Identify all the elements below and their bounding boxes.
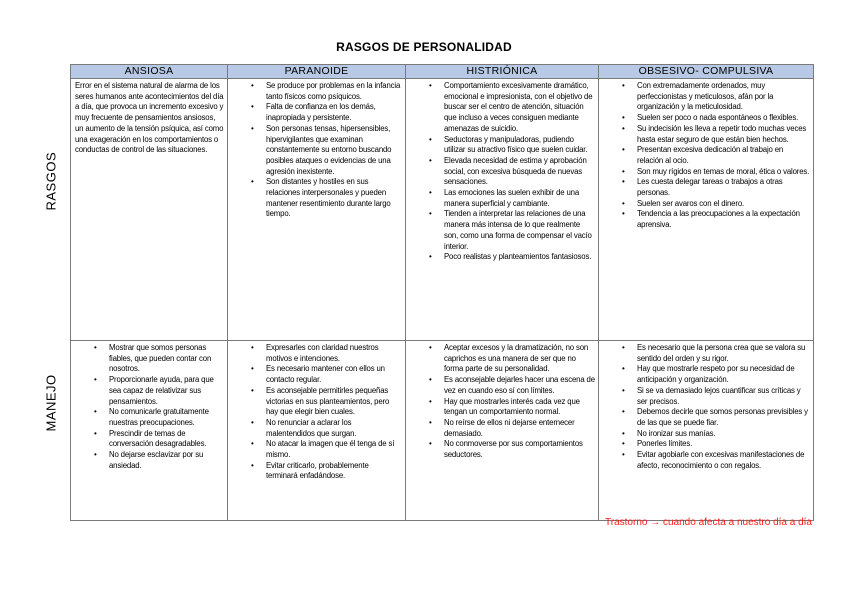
list-item: • Su indecisión les lleva a repetir todo muchas veces hasta estar seguro de que están bien hechos. <box>599 124 810 145</box>
list-item: • Tendencia a las preocupaciones a la expectación aprensiva. <box>599 209 810 230</box>
list-item: • Son muy rígidos en temas de moral, ética o valores. <box>599 167 810 178</box>
list-item: • Ponerles límites. <box>599 439 810 450</box>
list-item: • No atacar la imagen que él tenga de sí mismo. <box>228 439 402 460</box>
rasgos-histrionica-list <box>406 81 595 263</box>
header-paranoide: PARANOIDE <box>228 65 406 79</box>
rasgos-obsesivo-list <box>599 81 810 231</box>
rasgos-ansiosa-text: Error en el sistema natural de alarma de los seres humanos ante acontecimientos del día a día, que provoca un incremento excesivo y muy frecuente de pensamientos ansiosos, un aumento de la tensión psíquica, así como una exageración en los comportamientos o conductas de control de las situaciones. <box>75 81 224 155</box>
list-item: • Son distantes y hostiles en sus relaciones interpersonales y pueden mantener resentimiento durante largo tiempo. <box>228 177 402 220</box>
list-item: • No ironizar sus manías. <box>599 429 810 440</box>
page-title: RASGOS DE PERSONALIDAD <box>336 40 512 54</box>
list-item: • Poco realistas y planteamientos fantasiosos. <box>406 252 595 263</box>
list-item: • Es necesario mantener con ellos un contacto regular. <box>228 364 402 385</box>
list-item: • Si se va demasiado lejos cuantificar sus críticas y ser precisos. <box>599 386 810 407</box>
manejo-obsesivo-cell <box>599 341 814 521</box>
list-item: • Hay que mostrarle respeto por su necesidad de anticipación y organización. <box>599 364 810 385</box>
manejo-row <box>71 341 814 521</box>
manejo-histrionica-list <box>406 343 595 461</box>
row-label-manejo: MANEJO <box>43 374 59 432</box>
list-item: • No comunicarle gratuitamente nuestras preocupaciones. <box>71 407 224 428</box>
header-histrionica: HISTRIÓNICA <box>406 65 599 79</box>
list-item: • Proporcionarle ayuda, para que sea capaz de relativizar sus pensamientos. <box>71 375 224 407</box>
list-item: • Evitar agobiarle con excesivas manifestaciones de afecto, reconocimiento o con regalos. <box>599 450 810 471</box>
header-ansiosa: ANSIOSA <box>71 65 228 79</box>
manejo-histrionica-cell <box>406 341 599 521</box>
manejo-paranoide-cell <box>228 341 406 521</box>
rasgos-obsesivo-cell <box>599 79 814 341</box>
list-item: • Prescindir de temas de conversación desagradables. <box>71 429 224 450</box>
list-item: • Elevada necesidad de estima y aprobación social, con excesiva búsqueda de nuevas sensaciones. <box>406 156 595 188</box>
personality-table <box>70 64 814 521</box>
list-item: • Mostrar que somos personas fiables, que pueden contar con nosotros. <box>71 343 224 375</box>
list-item: • No renunciar a aclarar los malentendidos que surgan. <box>228 418 402 439</box>
list-item: • Suelen ser avaros con el dinero. <box>599 199 810 210</box>
list-item: • No reírse de ellos ni dejarse enternecer demasiado. <box>406 418 595 439</box>
footnote-trastorno: Trastorno → cuando afecta a nuestro día a día <box>605 517 812 528</box>
list-item: • Es aconsejable permitirles pequeñas victorias en sus planteamientos, pero hay que elegir bien cuales. <box>228 386 402 418</box>
list-item: • Les cuesta delegar tareas o trabajos a otras personas. <box>599 177 810 198</box>
list-item: • Seductoras y manipuladoras, pudiendo utilizar su atractivo físico que suelen cuidar. <box>406 135 595 156</box>
list-item: • Presentan excesiva dedicación al trabajo en relación al ocio. <box>599 145 810 166</box>
manejo-ansiosa-cell <box>71 341 228 521</box>
rasgos-paranoide-cell <box>228 79 406 341</box>
list-item: • Evitar criticarlo, probablemente terminará enfadándose. <box>228 461 402 482</box>
manejo-obsesivo-list <box>599 343 810 471</box>
list-item: • No dejarse esclavizar por su ansiedad. <box>71 450 224 471</box>
list-item: • Suelen ser poco o nada espontáneos o flexibles. <box>599 113 810 124</box>
manejo-paranoide-list <box>228 343 402 482</box>
rasgos-row <box>71 79 814 341</box>
row-label-rasgos: RASGOS <box>43 151 59 211</box>
header-row <box>71 65 814 79</box>
list-item: • Hay que mostrarles interés cada vez que tengan un comportamiento normal. <box>406 397 595 418</box>
list-item: • Son personas tensas, hipersensibles, hipervigilantes que examinan constantemente su entorno buscando posibles ataques o evidencias de una agresión inexistente. <box>228 124 402 178</box>
rasgos-ansiosa-cell <box>71 79 228 341</box>
list-item: • No conmoverse por sus comportamientos seductores. <box>406 439 595 460</box>
list-item: • Es necesario que la persona crea que se valora su sentido del orden y su rigor. <box>599 343 810 364</box>
list-item: • Tienden a interpretar las relaciones de una manera más intensa de lo que realmente son, como una forma de compensar el vacío interior. <box>406 209 595 252</box>
list-item: • Aceptar excesos y la dramatización, no son caprichos es una manera de ser que no forma parte de su personalidad. <box>406 343 595 375</box>
list-item: • Debemos decirle que somos personas previsibles y de las que se puede fiar. <box>599 407 810 428</box>
list-item: • Las emociones las suelen exhibir de una manera superficial y cambiante. <box>406 188 595 209</box>
list-item: • Con extremadamente ordenados, muy perfeccionistas y meticulosos, afán por la organización y la meticulosidad. <box>599 81 810 113</box>
rasgos-paranoide-list <box>228 81 402 220</box>
manejo-ansiosa-list <box>71 343 224 471</box>
list-item: • Comportamiento excesivamente dramático, emocional e impresionista, con el objetivo de buscar ser el centro de atención, situación que incluso a veces consiguen mediante amenazas de suicidio. <box>406 81 595 135</box>
list-item: • Falta de confianza en los demás, inapropiada y persistente. <box>228 102 402 123</box>
list-item: • Se produce por problemas en la infancia tanto físicos como psíquicos. <box>228 81 402 102</box>
list-item: • Es aconsejable dejarles hacer una escena de vez en cuando eso sí con límites. <box>406 375 595 396</box>
rasgos-histrionica-cell <box>406 79 599 341</box>
list-item: • Expresarles con claridad nuestros motivos e intenciones. <box>228 343 402 364</box>
header-obsesivo: OBSESIVO- COMPULSIVA <box>599 65 814 79</box>
